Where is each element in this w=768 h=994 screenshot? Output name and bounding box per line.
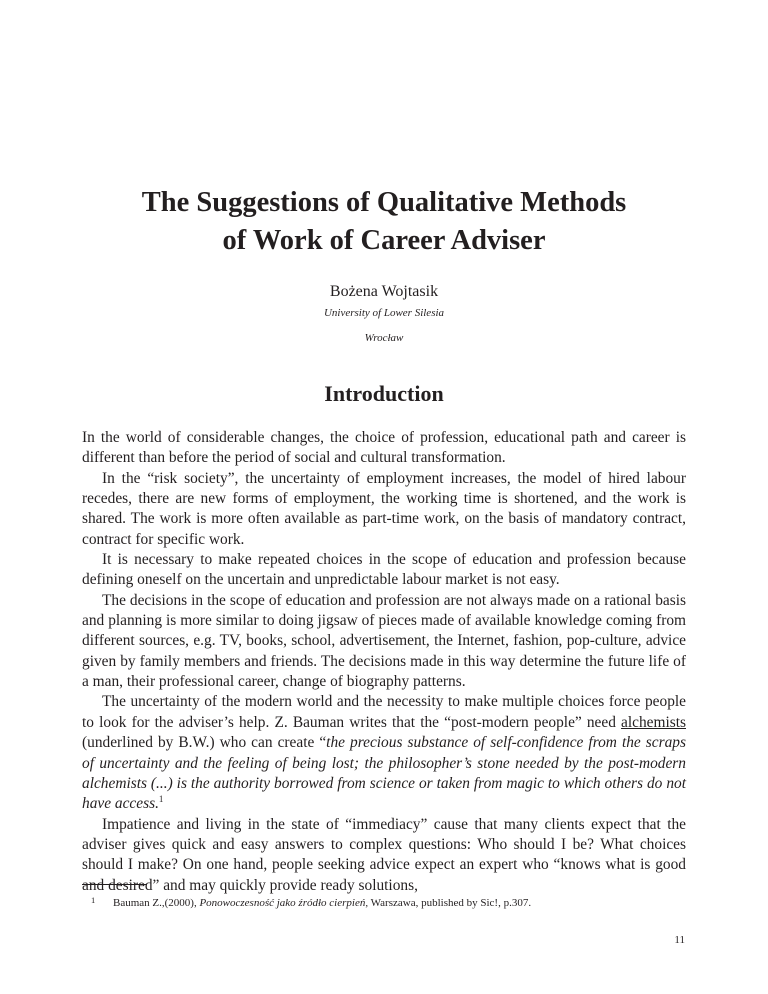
paragraph: The decisions in the scope of education and profession are not always made on a rational basis and planning is more similar to doing jigsaw of pieces made of available knowledge coming from different sources, e.g. TV, books, school, advertisement, the Internet, fashion, pop-culture, advice given by family members and friends. The decisions made in this way determine the future life of a man, their professional career, change of biography patterns. bbox=[82, 591, 686, 691]
paragraph bbox=[82, 692, 686, 814]
footnote-marker: 1 bbox=[91, 895, 96, 905]
paragraph-text: (underlined by B.W.) who can create “ bbox=[82, 734, 327, 752]
author-name: Bożena Wojtasik bbox=[329, 283, 439, 300]
section-heading: Introduction bbox=[324, 381, 444, 406]
footnote bbox=[91, 895, 713, 910]
footnote-book-title: Ponowoczesność jako źródło cierpień, bbox=[199, 897, 369, 909]
author-city: Wrocław bbox=[364, 332, 404, 344]
footnote-divider bbox=[82, 884, 147, 885]
author-affiliation: University of Lower Silesia bbox=[323, 307, 445, 319]
paragraph: Impatience and living in the state of “immediacy” cause that many clients expect that the adviser gives quick and easy answers to complex questions: Who should I be? What choices should I make? On one hand, people seeking advice expect an expert who “knows what is good and desired” and may quickly provide ready solutions, bbox=[82, 815, 686, 894]
paragraph: In the “risk society”, the uncertainty of employment increases, the model of hired labour recedes, there are new forms of employment, the working time is shortened, and the work is shared. The work is more often available as part-time work, on the basis of mandatory contract, contract for specific work. bbox=[82, 469, 686, 548]
paragraph: It is necessary to make repeated choices in the scope of education and profession because defining oneself on the uncertain and unpredictable labour market is not easy. bbox=[82, 551, 686, 589]
paper-title bbox=[0, 184, 768, 260]
body-text bbox=[82, 428, 686, 896]
footnote-text: Warszawa, published by Sic!, p.307. bbox=[368, 897, 532, 909]
underlined-word: alchemists bbox=[621, 713, 686, 731]
footnote-reference[interactable]: 1 bbox=[158, 794, 164, 805]
quotation-italic: the precious substance of self-confidence from the scraps of uncertainty and the feeling of being lost; the philosopher’s stone needed by the post-modern alchemists (...) is the authority borrowed from science or taken from magic to which others do not have access. bbox=[82, 734, 686, 813]
paper-title-line-2: of Work of Career Adviser bbox=[222, 225, 546, 256]
paper-title-line-1: The Suggestions of Qualitative Methods bbox=[141, 187, 627, 218]
footnote-text: Bauman Z.,(2000), bbox=[113, 897, 200, 909]
paragraph: In the world of considerable changes, the choice of profession, educational path and career is different than before the period of social and cultural transformation. bbox=[82, 429, 686, 467]
paragraph-text: The uncertainty of the modern world and the necessity to make multiple choices force people to look for the adviser’s help. Z. Bauman writes that the “post-modern people” need bbox=[82, 693, 686, 731]
page-number: 11 bbox=[674, 934, 685, 946]
